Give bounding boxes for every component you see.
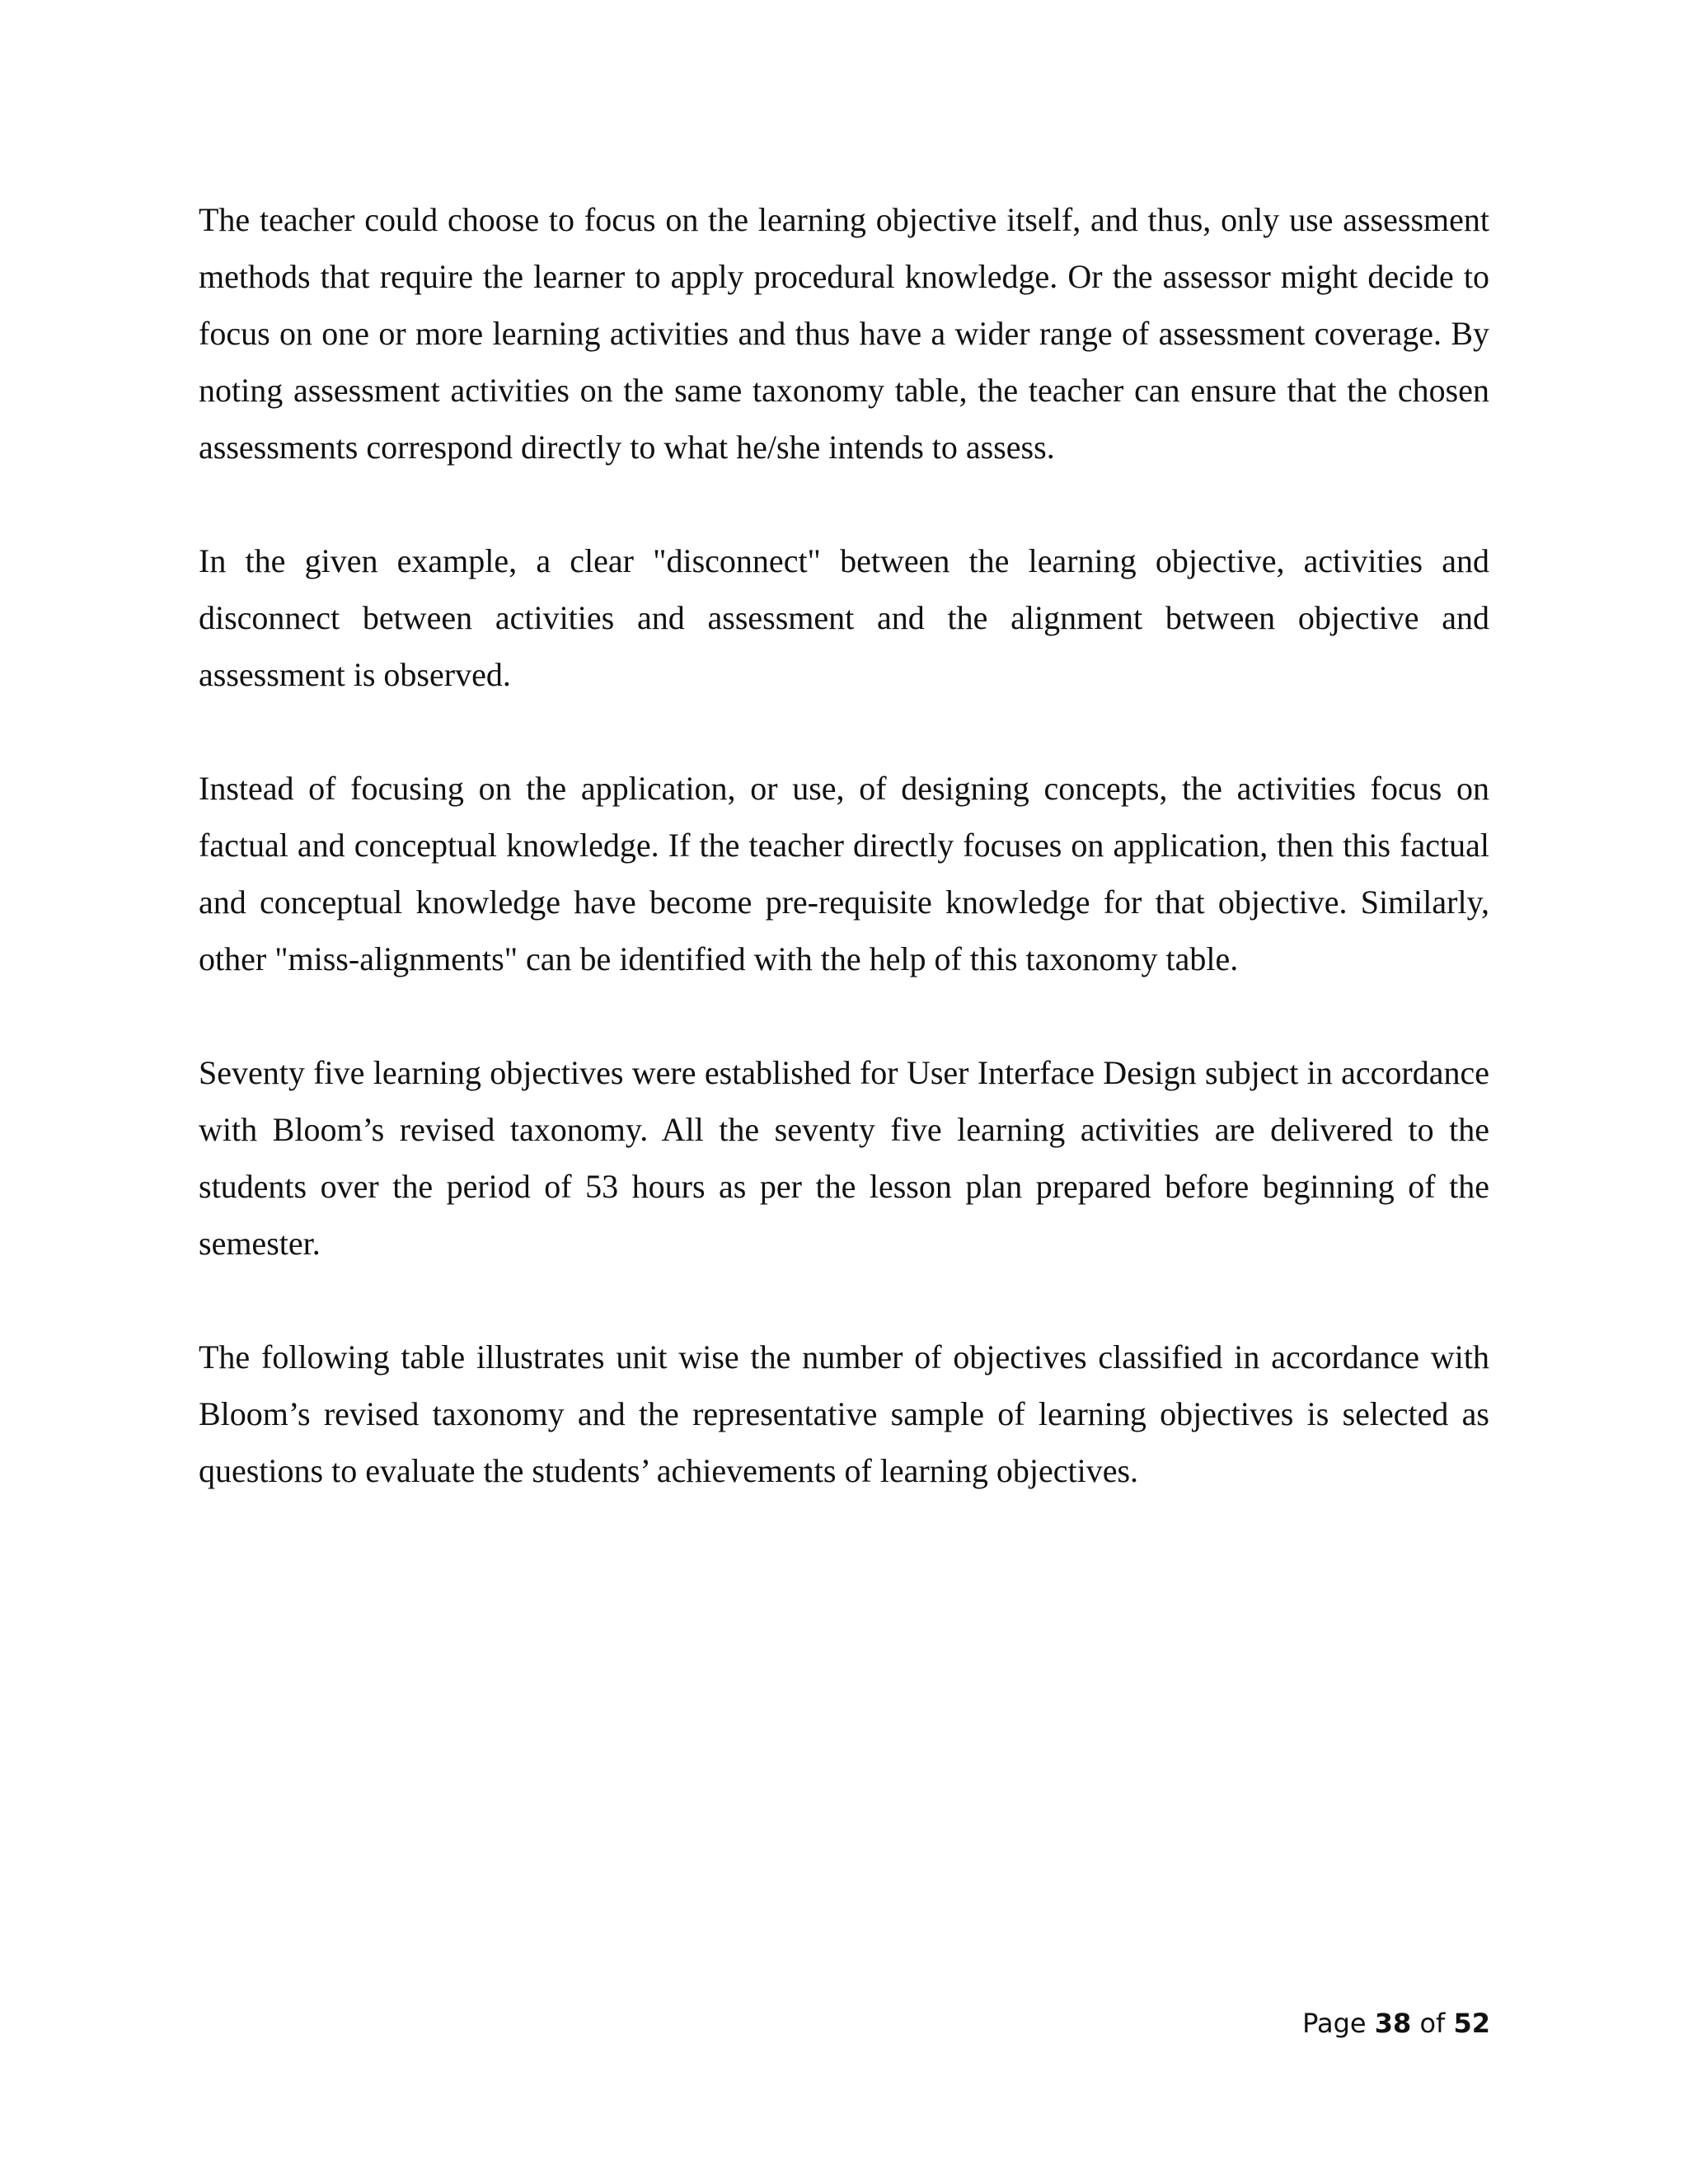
paragraph-disconnect-example: In the given example, a clear "disconnect" between the learning objective, activities and disconnect between activities and assessment and the alignment between objective and assessment is observed. xyxy=(199,542,1489,693)
paragraph-assessment-focus: The teacher could choose to focus on the learning objective itself, and thus, only use assessment methods that require the learner to apply procedural knowledge. Or the assessor might decide to focus on one or more learning activities and thus have a wider range of assessment coverage. By noting assessment activities on the same taxonomy table, the teacher can ensure that the chosen assessments correspond directly to what he/she intends to assess. xyxy=(199,201,1489,466)
page-body xyxy=(199,191,1489,1499)
total-pages-number: 52 xyxy=(1453,2008,1490,2039)
paragraph-table-intro: The following table illustrates unit wise the number of objectives classified in accordance with Bloom’s revised taxonomy and the representative sample of learning objectives is selected as questions to evaluate the students’ achievements of learning objectives. xyxy=(199,1338,1489,1489)
current-page-number: 38 xyxy=(1374,2008,1412,2039)
paragraph-learning-objectives: Seventy five learning objectives were established for User Interface Design subject in accordance with Bloom’s revised taxonomy. All the seventy five learning activities are delivered to the students over the period of 53 hours as per the lesson plan prepared before beginning of the semester. xyxy=(199,1054,1489,1262)
page-label: Page xyxy=(1302,2008,1367,2039)
paragraph-application-focus: Instead of focusing on the application, or use, of designing concepts, the activities focus on factual and conceptual knowledge. If the teacher directly focuses on application, then this factual and conceptual knowledge have become pre-requisite knowledge for that objective. Similarly, other "miss-alignments" can be identified with the help of this taxonomy table. xyxy=(199,770,1489,977)
page-number-footer xyxy=(1302,2008,1490,2039)
of-label: of xyxy=(1419,2008,1446,2039)
